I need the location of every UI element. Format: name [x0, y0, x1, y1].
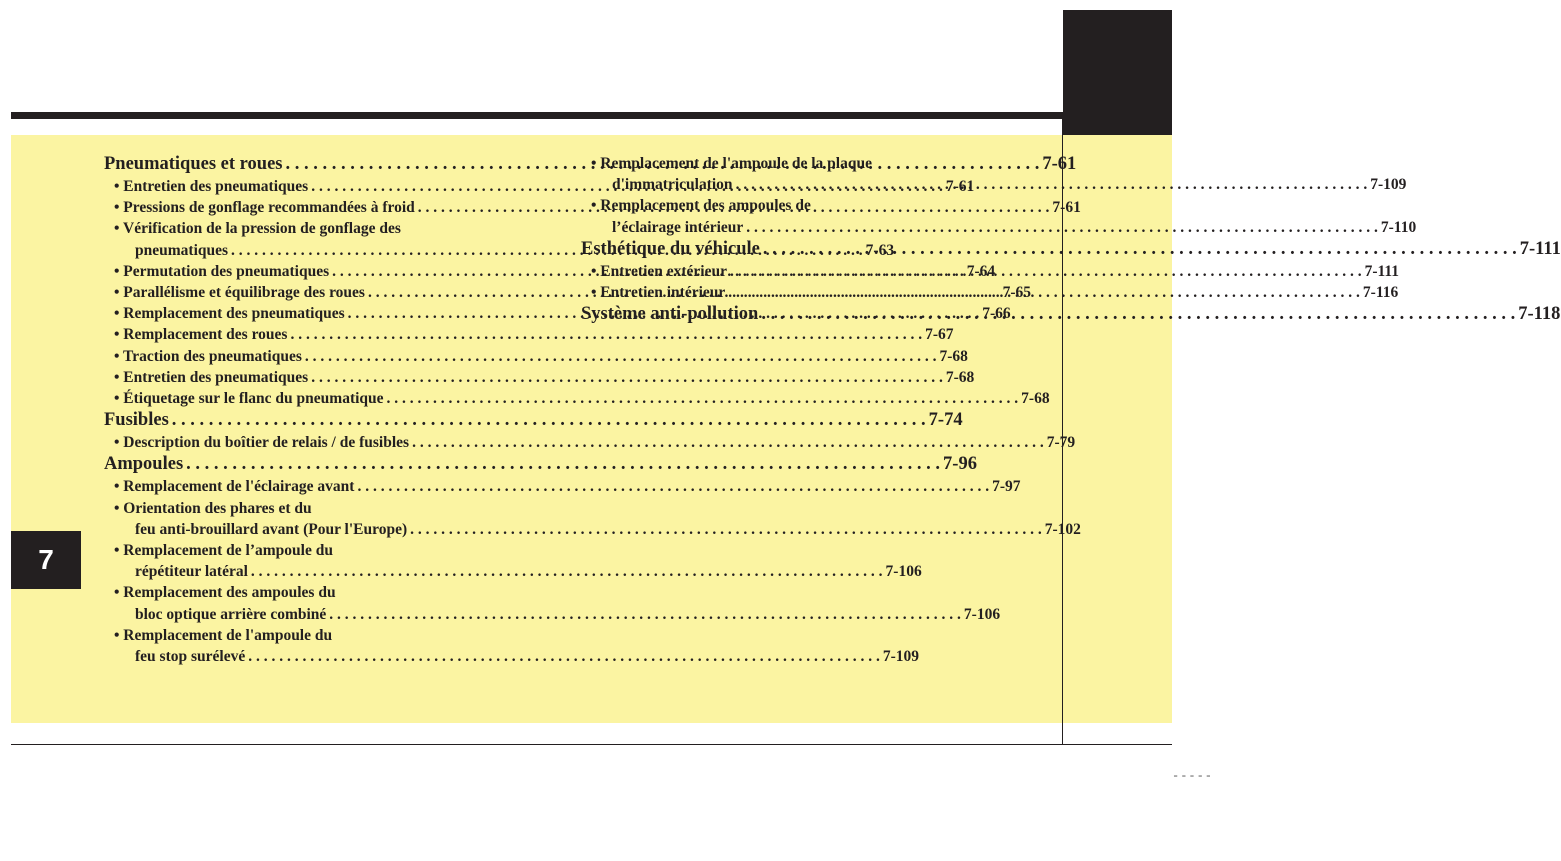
toc-entry[interactable] — [104, 519, 1081, 540]
toc-page-number: 7-61 — [1042, 154, 1077, 174]
toc-entry-label: • Entretien des pneumatiques — [114, 368, 309, 386]
toc-page-number: 7-68 — [939, 347, 968, 365]
corner-tab — [1063, 10, 1172, 135]
toc-entry-label: • Remplacement de l'éclairage avant — [114, 478, 355, 496]
toc-leader-dots — [387, 388, 1019, 409]
toc-entry-label: • Étiquetage sur le flanc du pneumatique — [114, 390, 384, 408]
toc-entry-label: • Entretien extérieur — [591, 262, 727, 280]
toc-entry-label: • Traction des pneumatiques — [114, 347, 302, 365]
toc-page-number: 7-106 — [963, 605, 1001, 623]
toc-section-entry[interactable] — [581, 303, 1561, 326]
toc-entry-label: • Description du boîtier de relais / de fusibles — [114, 434, 410, 452]
toc-entry[interactable] — [104, 367, 975, 388]
toc-entry[interactable] — [104, 646, 919, 667]
toc-entry[interactable] — [581, 261, 1400, 282]
toc-entry-label: Fusibles — [104, 410, 169, 431]
toc-entry-label: • Remplacement des roues — [114, 326, 288, 344]
toc-page-number: 7-66 — [982, 305, 1011, 323]
toc-entry — [104, 625, 540, 646]
toc-entry[interactable] — [104, 324, 954, 345]
toc-entry-label: répétiteur latéral — [135, 563, 248, 581]
toc-entry — [581, 195, 1017, 216]
toc-page-number: 7-96 — [943, 454, 977, 475]
toc-page-number: 7-68 — [1021, 390, 1050, 408]
toc-entry-label: l’éclairage intérieur — [612, 218, 744, 236]
toc-page-number: 7-97 — [992, 478, 1021, 496]
toc-leader-dots — [290, 324, 922, 345]
toc-entry-label: • Vérification de la pression de gonflage des — [114, 220, 401, 238]
toc-entry-label: • Remplacement des ampoules du — [114, 584, 336, 602]
toc-page-number: 7-67 — [925, 326, 954, 344]
toc-page-number: 7-111 — [1519, 238, 1561, 259]
toc-leader-dots — [172, 409, 926, 432]
toc-page-number: 7-109 — [1370, 176, 1407, 194]
toc-entry-label: • Pressions de gonflage recommandées à froid — [114, 199, 415, 217]
toc-section-entry[interactable] — [104, 409, 963, 432]
toc-section-entry[interactable] — [104, 453, 977, 476]
chapter-number: 7 — [38, 544, 54, 575]
page-marker: ----- — [1172, 769, 1214, 783]
toc-page-number: 7-61 — [1052, 199, 1081, 217]
toc-entry-label: pneumatiques — [135, 241, 229, 259]
toc-entry — [104, 540, 540, 561]
toc-page-number: 7-61 — [945, 178, 975, 195]
toc-entry-label: • Entretien des pneumatiques — [114, 178, 309, 195]
toc-leader-dots — [251, 561, 883, 582]
toc-entry[interactable] — [581, 174, 1407, 195]
toc-page-number: 7-118 — [1518, 304, 1561, 325]
toc-page-number: 7-63 — [865, 241, 895, 259]
footer-rule — [11, 744, 1172, 745]
header-rule — [11, 112, 1063, 119]
toc-entry-label: • Remplacement de l'ampoule de la plaque — [591, 155, 872, 172]
toc-page-number: 7-79 — [1046, 434, 1076, 452]
toc-entry[interactable] — [104, 432, 1076, 453]
toc-entry-label: feu stop surélevé — [135, 648, 246, 666]
toc-entry-label: Système anti-pollution — [581, 304, 759, 325]
toc-page-number: 7-64 — [966, 262, 996, 280]
chapter-tab — [11, 531, 81, 589]
toc-entry-label: d'immatriculation — [612, 176, 733, 194]
toc-entry[interactable] — [104, 476, 1021, 497]
toc-leader-dots — [186, 453, 940, 476]
toc-leader-dots — [410, 519, 1042, 540]
toc-entry-label: • Remplacement de l’ampoule du — [114, 542, 333, 560]
toc-entry[interactable] — [104, 388, 1050, 409]
toc-leader-dots — [763, 238, 1517, 261]
toc-leader-dots — [329, 604, 961, 625]
toc-page-number: 7-111 — [1364, 262, 1400, 280]
toc-entry-label: • Parallélisme et équilibrage des roues — [114, 284, 365, 302]
toc-leader-dots — [730, 261, 1362, 282]
toc-leader-dots — [746, 217, 1378, 238]
toc-entry-label: feu anti-brouillard avant (Pour l'Europe) — [135, 520, 408, 538]
toc-entry[interactable] — [581, 282, 1399, 303]
toc-leader-dots — [357, 476, 989, 497]
toc-entry[interactable] — [104, 346, 968, 367]
toc-entry-label: • Permutation des pneumatiques — [114, 262, 330, 280]
toc-leader-dots — [736, 174, 1368, 195]
toc-page-number: 7-106 — [885, 563, 922, 581]
toc-page-number: 7-109 — [882, 648, 919, 666]
toc-entry-label: bloc optique arrière combiné — [135, 605, 327, 623]
toc-entry[interactable] — [581, 217, 1417, 238]
toc-leader-dots — [728, 282, 1360, 303]
toc-entry[interactable] — [104, 561, 922, 582]
toc-page-number: 7-65 — [1002, 284, 1031, 302]
toc-page-number: 7-74 — [928, 410, 963, 431]
toc-entry-label: Esthétique du véhicule — [581, 238, 760, 259]
toc-page-number: 7-68 — [945, 368, 975, 386]
toc-entry-label: • Orientation des phares et du — [114, 499, 312, 517]
toc-entry-label: Ampoules — [104, 454, 184, 475]
toc-leader-dots — [311, 367, 943, 388]
toc-entry-label: • Remplacement des pneumatiques — [114, 305, 345, 323]
toc-page-number: 7-102 — [1044, 520, 1081, 538]
toc-entry — [104, 498, 540, 519]
toc-entry[interactable] — [104, 604, 1001, 625]
toc-entry — [104, 218, 540, 239]
toc-entry-label: • Remplacement des ampoules de — [591, 197, 811, 215]
toc-leader-dots — [761, 303, 1515, 326]
toc-entry-label: • Entretien intérieur — [591, 284, 726, 302]
toc-leader-dots — [248, 646, 880, 667]
toc-section-entry[interactable] — [581, 238, 1561, 261]
toc-entry-label: • Remplacement de l'ampoule du — [114, 626, 333, 644]
toc-page-number: 7-116 — [1362, 284, 1399, 302]
toc-entry — [104, 582, 540, 603]
toc-leader-dots — [412, 432, 1044, 453]
toc-entry — [581, 153, 1017, 174]
toc-leader-dots — [305, 346, 937, 367]
toc-page-number: 7-110 — [1380, 218, 1417, 236]
toc-entry-label: Pneumatiques et roues — [104, 154, 283, 174]
